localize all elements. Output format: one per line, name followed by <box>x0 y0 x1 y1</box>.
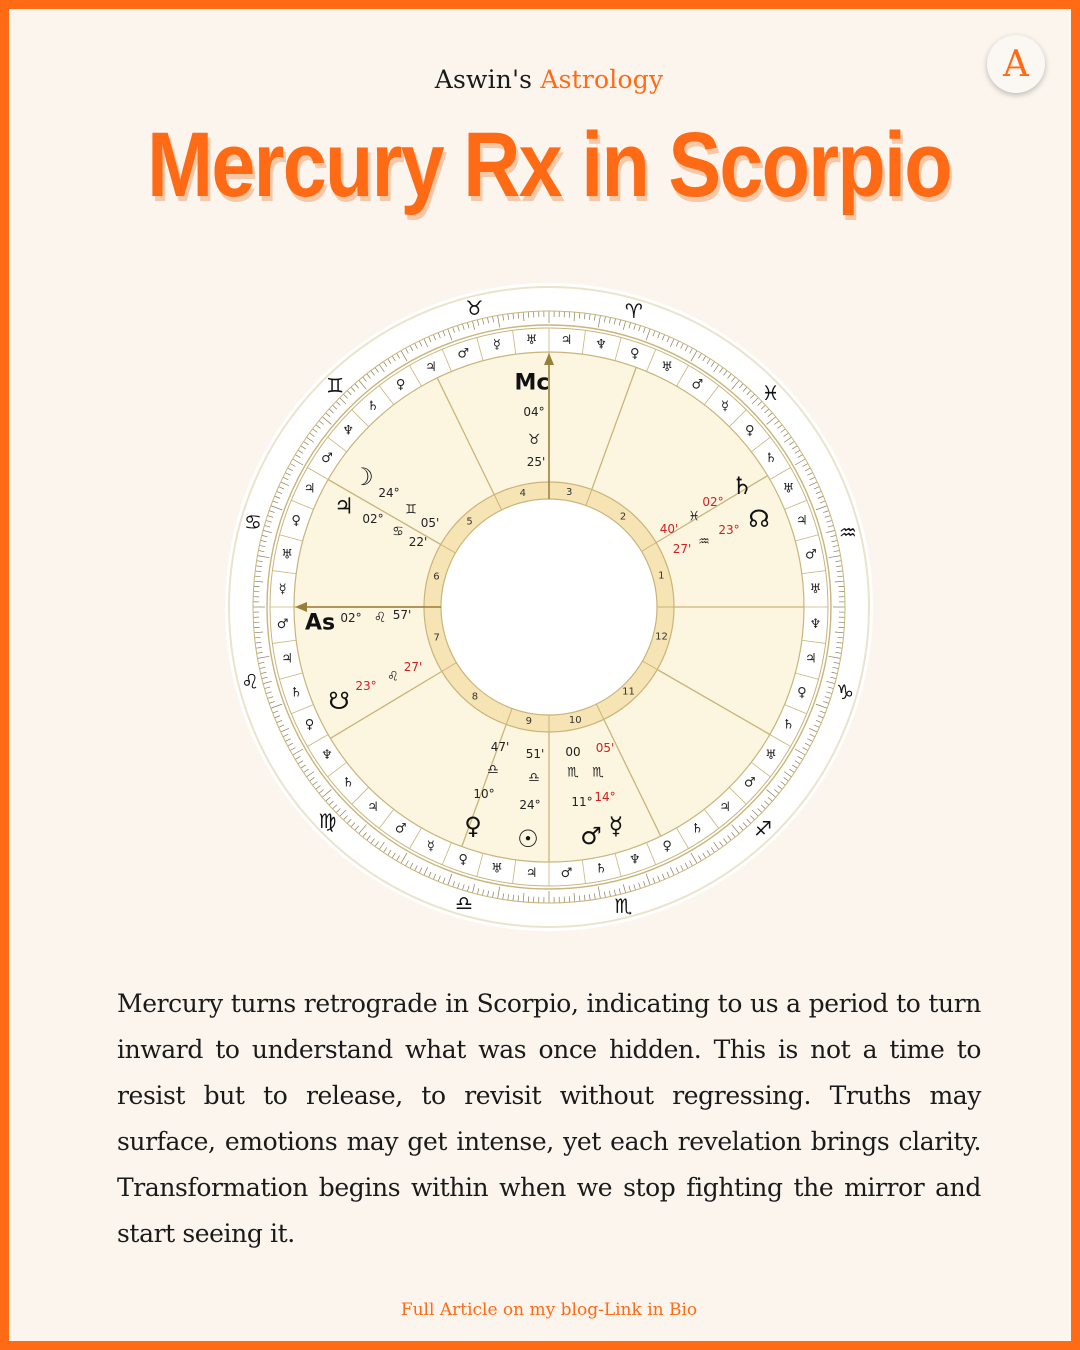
planet-sign-glyph: ♊ <box>405 502 417 518</box>
mc-minute: 25' <box>526 455 546 469</box>
ruler-glyph: ♀ <box>630 346 640 362</box>
ruler-glyph: ♃ <box>367 800 379 816</box>
ruler-glyph: ♂ <box>457 346 470 362</box>
planet-degree: 24° <box>378 486 400 500</box>
ruler-glyph: ♃ <box>560 333 573 349</box>
planet-degree: 02° <box>702 495 724 509</box>
planet-minute: 40' <box>659 522 679 536</box>
ruler-glyph: ♆ <box>809 616 822 632</box>
ruler-glyph: ☿ <box>492 337 501 353</box>
zodiac-sign-glyph: ♊ <box>326 373 345 398</box>
planet-sign-glyph: ♎ <box>528 770 540 786</box>
ruler-glyph: ♀ <box>744 423 755 439</box>
ruler-glyph: ♄ <box>342 775 355 791</box>
zodiac-sign-glyph: ♌ <box>241 669 260 694</box>
mc-sign-glyph: ♉ <box>527 432 541 448</box>
planet-glyph-icon: ☊ <box>748 505 770 533</box>
ruler-glyph: ♃ <box>281 651 293 667</box>
ruler-glyph: ♃ <box>796 513 808 529</box>
mc-degree: 04° <box>523 405 545 419</box>
planet-sign-glyph: ♌ <box>387 669 399 685</box>
ruler-glyph: ☿ <box>278 582 287 598</box>
blog-link[interactable]: Full Article on my blog-Link in Bio <box>400 1300 698 1320</box>
ruler-glyph: ♀ <box>458 852 468 868</box>
planet-sign-glyph: ♓ <box>688 509 700 525</box>
house-number: 5 <box>466 516 473 528</box>
planet-glyph-icon: ☽ <box>352 463 374 491</box>
ruler-glyph: ♅ <box>525 333 538 349</box>
ruler-glyph: ♅ <box>491 861 503 877</box>
planet-degree: 23° <box>718 523 740 537</box>
asc-minute: 57' <box>392 608 412 622</box>
ruler-glyph: ♄ <box>595 861 607 877</box>
planet-degree: 24° <box>519 798 541 812</box>
ruler-glyph: ♂ <box>321 451 333 467</box>
zodiac-sign-glyph: ♍ <box>318 808 337 833</box>
brand-name-primary: Aswin's <box>434 65 533 94</box>
planet-glyph-icon: ♂ <box>580 822 602 850</box>
chart-center <box>441 499 657 715</box>
zodiac-sign-glyph: ♑ <box>836 679 855 704</box>
planet-glyph-icon: ☉ <box>517 825 539 853</box>
house-number: 6 <box>433 571 440 583</box>
mc-label: Mc <box>514 370 550 396</box>
planet-degree: 23° <box>355 679 377 693</box>
house-number: 3 <box>566 486 573 498</box>
ruler-glyph: ♆ <box>595 337 607 353</box>
planet-minute: 05' <box>420 516 440 530</box>
zodiac-sign-glyph: ♎ <box>455 891 474 916</box>
zodiac-sign-glyph: ♈ <box>624 298 643 323</box>
ruler-glyph: ♂ <box>560 865 573 881</box>
asc-label: As <box>304 610 336 636</box>
planet-glyph-icon: ♄ <box>731 472 753 500</box>
planet-minute: 47' <box>490 740 510 754</box>
ruler-glyph: ♀ <box>662 838 672 854</box>
ruler-glyph: ☿ <box>721 398 730 414</box>
planet-sign-glyph: ♏ <box>592 765 604 781</box>
planet-glyph-icon: ☋ <box>328 687 350 715</box>
zodiac-sign-glyph: ♐ <box>753 816 772 841</box>
ruler-glyph: ♆ <box>628 852 641 868</box>
planet-glyph-icon: ♃ <box>334 494 354 520</box>
ruler-glyph: ♅ <box>782 481 795 497</box>
ruler-glyph: ♃ <box>719 800 731 816</box>
ruler-glyph: ♃ <box>425 360 437 376</box>
ruler-glyph: ☿ <box>426 838 435 854</box>
brand-name <box>9 65 1080 94</box>
page-title: Mercury Rx in Scorpio <box>147 114 951 216</box>
ruler-glyph: ♀ <box>797 685 807 701</box>
planet-glyph-icon: ♀ <box>464 812 482 840</box>
zodiac-sign-glyph: ♋ <box>243 510 262 535</box>
planet-degree: 11° <box>571 795 593 809</box>
planet-glyph-icon: ☿ <box>608 812 624 840</box>
zodiac-sign-glyph: ♉ <box>465 296 484 321</box>
ruler-glyph: ♂ <box>743 775 756 791</box>
ruler-glyph: ♂ <box>394 821 407 837</box>
ruler-glyph: ♄ <box>782 717 795 733</box>
house-number: 2 <box>619 511 627 523</box>
ruler-glyph: ♀ <box>291 513 301 529</box>
house-number: 12 <box>655 631 668 643</box>
ruler-glyph: ♄ <box>765 451 777 467</box>
zodiac-sign-glyph: ♓ <box>761 381 780 406</box>
planet-minute: 22' <box>408 535 428 549</box>
ruler-glyph: ♄ <box>367 398 379 414</box>
zodiac-sign-glyph: ♏ <box>614 893 633 918</box>
house-number: 1 <box>658 570 665 582</box>
planet-minute: 00 <box>565 745 581 759</box>
house-number: 7 <box>433 632 440 644</box>
ruler-glyph: ♀ <box>304 717 315 733</box>
house-number: 10 <box>568 715 582 727</box>
planet-minute: 05' <box>595 741 615 755</box>
ruler-glyph: ♆ <box>321 747 333 763</box>
ruler-glyph: ♂ <box>805 547 817 563</box>
planet-sign-glyph: ♒ <box>698 534 710 550</box>
planet-degree: 14° <box>594 790 616 804</box>
house-number: 9 <box>525 716 532 728</box>
asc-degree: 02° <box>340 611 362 625</box>
planet-sign-glyph: ♏ <box>567 765 579 781</box>
ruler-glyph: ♅ <box>809 582 822 598</box>
planet-minute: 51' <box>525 747 545 761</box>
planet-sign-glyph: ♎ <box>487 762 499 778</box>
ruler-glyph: ♃ <box>805 651 817 667</box>
ruler-glyph: ♀ <box>395 377 406 393</box>
article-paragraph: Mercury turns retrograde in Scorpio, indicating to us a period to turn inward to understand what was once hidden. This is not a time to resist but to release, to revisit without regressing. Truths may surface, emotions may get intense, yet each revelation brings clarity. Transformation begins within when we stop fighting the mirror and start seeing it. <box>117 989 981 1248</box>
asc-sign-glyph: ♌ <box>373 610 387 626</box>
ruler-glyph: ♃ <box>525 865 538 881</box>
house-number: 8 <box>471 691 479 703</box>
ruler-glyph: ♂ <box>691 377 704 393</box>
zodiac-sign-glyph: ♒ <box>838 520 857 545</box>
ruler-glyph: ♂ <box>276 616 289 632</box>
chart-svg <box>223 281 875 933</box>
planet-degree: 10° <box>473 787 495 801</box>
house-number: 11 <box>622 686 635 698</box>
house-number: 4 <box>519 487 526 499</box>
planet-minute: 27' <box>403 660 423 674</box>
brand-logo: A <box>987 35 1045 93</box>
ruler-glyph: ♅ <box>765 747 777 763</box>
planet-minute: 27' <box>672 542 692 556</box>
planet-sign-glyph: ♋ <box>392 524 404 540</box>
ruler-glyph: ♄ <box>691 821 704 837</box>
ruler-glyph: ♆ <box>342 423 355 439</box>
ruler-glyph: ♅ <box>281 547 293 563</box>
ruler-glyph: ♃ <box>303 481 316 497</box>
natal-chart-wheel <box>223 281 875 933</box>
ruler-glyph: ♄ <box>290 685 302 701</box>
brand-name-accent: Astrology <box>540 65 664 94</box>
ruler-glyph: ♅ <box>661 360 673 376</box>
planet-degree: 02° <box>362 512 384 526</box>
